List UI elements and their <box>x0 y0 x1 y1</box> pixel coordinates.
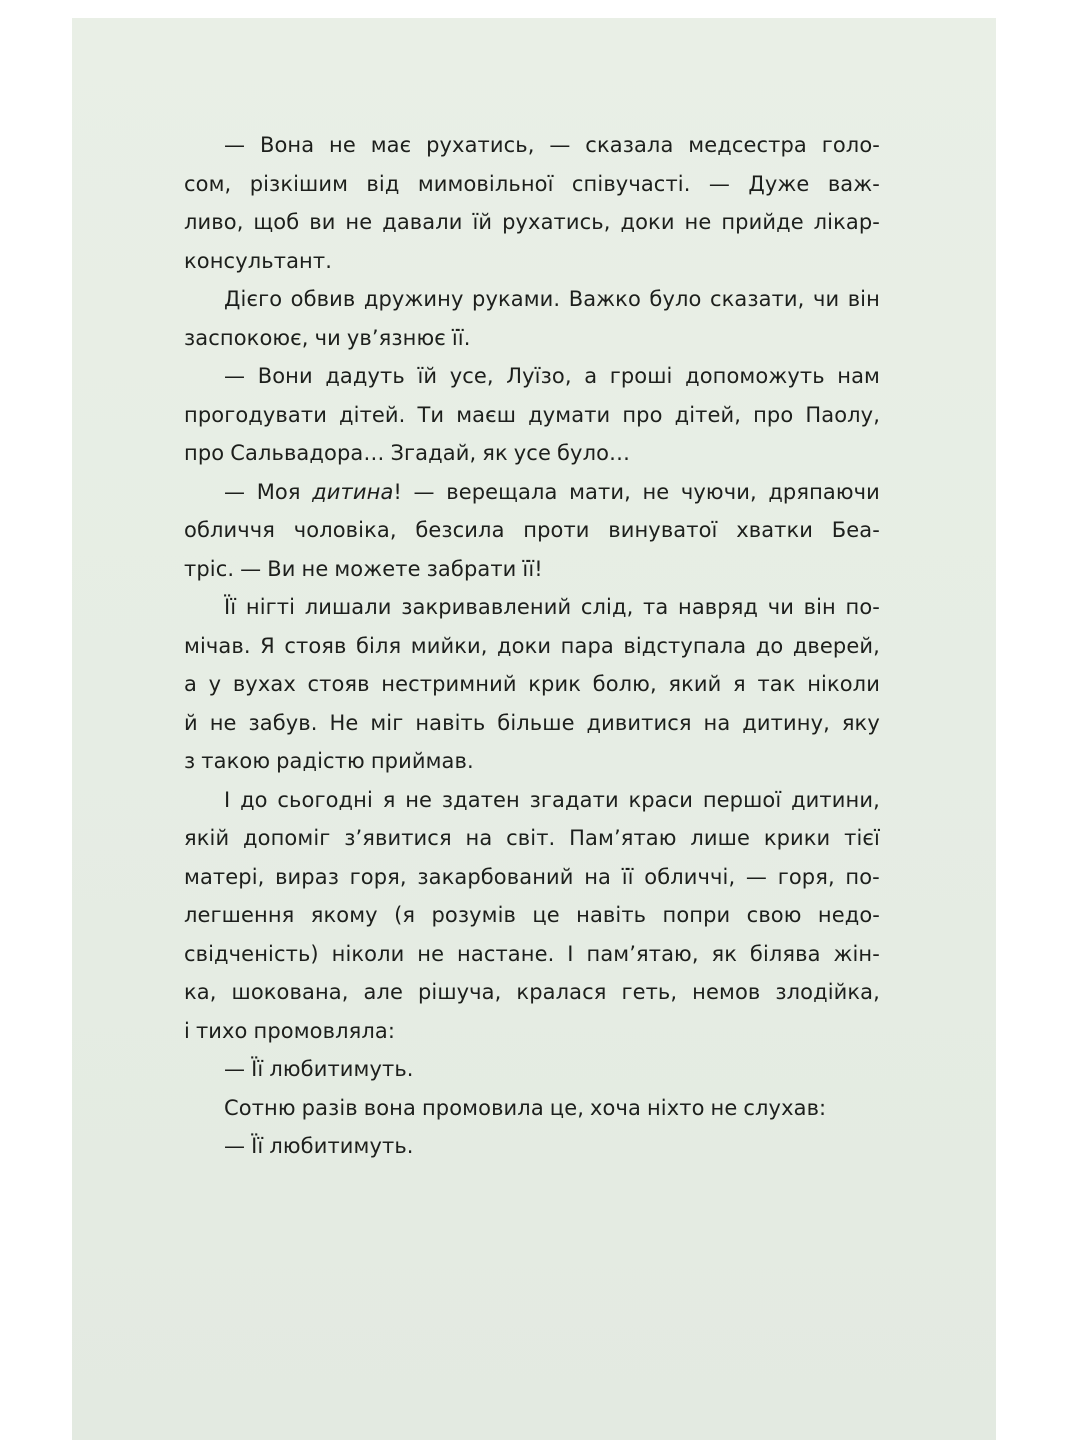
text-line: мічав. Я стояв біля мийки, доки пара відступала до дверей, <box>184 633 880 658</box>
text-line: матері, вираз горя, закарбований на її обличчі, — горя, по- <box>184 864 880 889</box>
text-line: а у вухах стояв нестримний крик болю, який я так ніколи <box>184 672 880 696</box>
text-line: і тихо промовляла: <box>184 1018 395 1043</box>
text-line: — Моя дитина! — верещала мати, не чуючи, дряпаючи <box>224 479 880 504</box>
text-line: консультант. <box>184 248 332 273</box>
text-line: сом, різкішим від мимовільної співучасті. — Дуже важ- <box>184 171 880 196</box>
text-line: заспокоює, чи ув’язнює її. <box>184 325 471 350</box>
text-line: прогодувати дітей. Ти маєш думати про дітей, про Паолу, <box>184 402 880 427</box>
page-text <box>184 126 880 1166</box>
text-line: ка, шокована, але рішуча, кралася геть, немов злодійка, <box>184 980 880 1004</box>
text-line: про Сальвадора… Згадай, як усе було… <box>184 441 631 465</box>
text-line: якій допоміг з’явитися на світ. Пам’ятаю лише крики тієї <box>184 826 880 850</box>
text-line: тріс. — Ви не можете забрати її! <box>184 556 543 581</box>
text-line: з такою радістю приймав. <box>184 749 474 773</box>
text-line: Дієго обвив дружину руками. Важко було сказати, чи він <box>224 287 880 311</box>
text-line: свідченість) ніколи не настане. І пам’ятаю, як білява жін- <box>184 941 880 966</box>
text-line: й не забув. Не міг навіть більше дивитися на дитину, яку <box>184 710 880 735</box>
text-line: І до сьогодні я не здатен згадати краси першої дитини, <box>224 787 880 812</box>
text-line: легшення якому (я розумів це навіть попри свою недо- <box>184 903 880 927</box>
text-line: Сотню разів вона промовила це, хоча ніхто не слухав: <box>224 1095 827 1120</box>
text-line: обличчя чоловіка, безсила проти винуватої хватки Беа- <box>184 518 880 542</box>
text-line: — Вони дадуть їй усе, Луїзо, а гроші допоможуть нам <box>224 364 880 388</box>
book-page <box>72 18 996 1440</box>
text-line: ливо, щоб ви не давали їй рухатись, доки не прийде лікар- <box>184 210 880 234</box>
text-line: — Її любитимуть. <box>224 1057 414 1081</box>
text-line: Її нігті лишали закривавлений слід, та навряд чи він по- <box>224 595 880 619</box>
text-line: — Вона не має рухатись, — сказала медсестра голо- <box>224 133 880 157</box>
text-line: — Її любитимуть. <box>224 1134 414 1158</box>
